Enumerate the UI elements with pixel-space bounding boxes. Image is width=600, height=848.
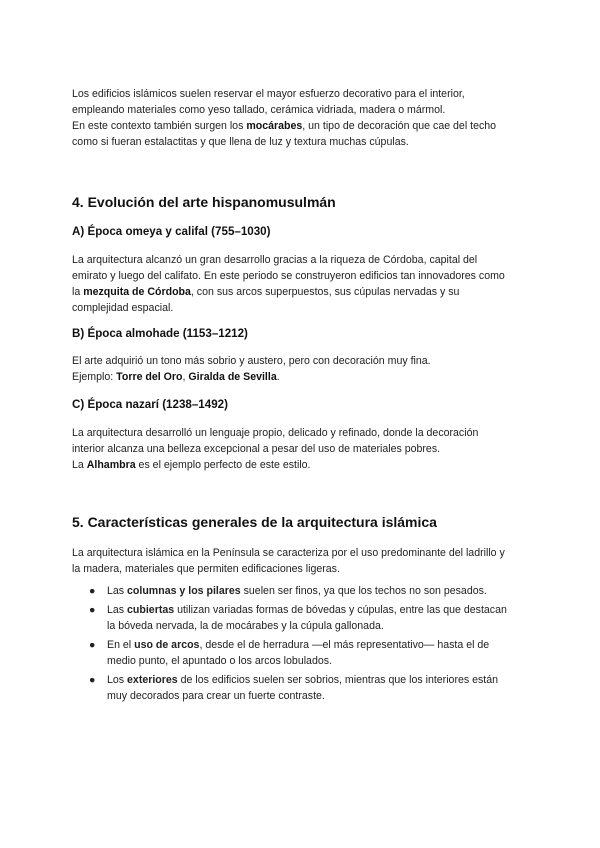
list-item: ● Los exteriores de los edificios suelen ser sobrios, mientras que los interiores están muy decorados para crear un fuerte contraste. [89,674,499,702]
intro-paragraph: Los edificios islámicos suelen reservar el mayor esfuerzo decorativo para el interior, empleando materiales como yeso tallado, cerámica vidriada, madera o mármol. En este contexto también surgen los mocárabes, un tipo de decoración que cae del techo como si fueran estalactitas y que llena de luz y textura muchas cúpulas. [72,88,497,148]
subsection-b-heading: B) Época almohade (1153–1212) [72,327,248,340]
subsection-c-paragraph: La arquitectura desarrolló un lenguaje propio, delicado y refinado, donde la decoración interior alcanza una belleza excepcional a pesar del uso de materiales pobres. La Alhambra es el ejemplo perfecto de este estilo. [72,427,479,471]
section-4-heading: 4. Evolución del arte hispanomusulmán [72,194,336,210]
section-5-paragraph: La arquitectura islámica en la Península se caracteriza por el uso predominante del ladrillo y la madera, materiales que permiten edificaciones ligeras. [72,547,505,575]
term-torre-del-oro: Torre del Oro [116,371,183,383]
section-5-heading: 5. Características generales de la arquitectura islámica [72,514,437,530]
list-item: ● Las columnas y los pilares suelen ser finos, ya que los techos no son pesados. [89,585,487,597]
bullet-icon: ● [89,674,96,686]
bullet-icon: ● [89,585,96,597]
bullet-icon: ● [89,639,96,651]
term-mocarabes: mocárabes [246,120,303,132]
subsection-a-heading: A) Época omeya y califal (755–1030) [72,225,271,238]
characteristics-list [72,583,532,707]
subsection-b-paragraph: El arte adquirió un tono más sobrio y austero, pero con decoración muy fina. Ejemplo: Torre del Oro, Giralda de Sevilla. [72,355,431,383]
subsection-c-heading: C) Época nazarí (1238–1492) [72,398,228,411]
list-item: ● Las cubiertas utilizan variadas formas de bóvedas y cúpulas, entre las que destacan la bóveda nervada, la de mocárabes y la cúpula gallonada. [89,604,507,632]
term-mezquita: mezquita de Córdoba [83,286,191,298]
bullet-icon: ● [89,604,96,616]
list-item: ● En el uso de arcos, desde el de herradura —el más representativo— hasta el de medio punto, el apuntado o los arcos lobulados. [89,639,490,667]
term-alhambra: Alhambra [86,459,136,471]
term-giralda: Giralda de Sevilla [188,371,277,383]
subsection-a-paragraph: La arquitectura alcanzó un gran desarrollo gracias a la riqueza de Córdoba, capital del emirato y luego del califato. En este periodo se construyeron edificios tan innovadores como la mezquita de Córdoba, con sus arcos superpuestos, sus cúpulas nervadas y su complejidad espacial. [72,254,505,314]
